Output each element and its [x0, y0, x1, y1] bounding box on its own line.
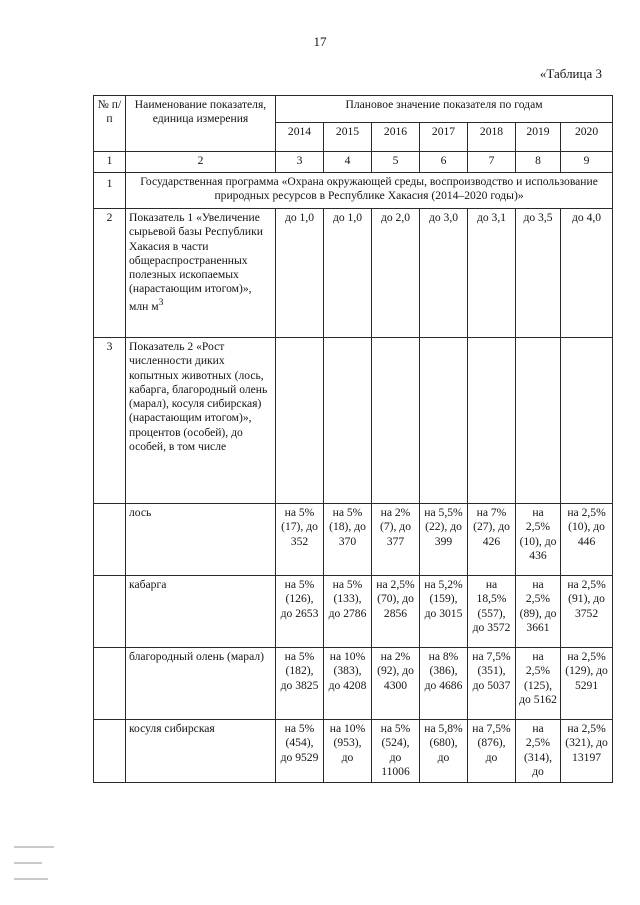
column-number: 6 [420, 152, 468, 173]
species-value: на 2,5% (321), до 13197 [561, 720, 613, 783]
page-number: 17 [313, 34, 327, 49]
species-value: на 18,5% (557), до 3572 [468, 576, 516, 648]
species-value: на 5% (524), до 11006 [372, 720, 420, 783]
header-year: 2020 [561, 123, 613, 152]
header-num: № п/п [94, 96, 126, 152]
species-name: косуля сибирская [126, 720, 276, 783]
species-value: на 7% (27), до 426 [468, 504, 516, 576]
header-year: 2019 [516, 123, 561, 152]
species-value: на 5,2% (159), до 3015 [420, 576, 468, 648]
column-number: 9 [561, 152, 613, 173]
species-value: на 5% (18), до 370 [324, 504, 372, 576]
column-number: 3 [276, 152, 324, 173]
species-row-num [94, 576, 126, 648]
column-number: 1 [94, 152, 126, 173]
species-value: на 5% (126), до 2653 [276, 576, 324, 648]
species-name: кабарга [126, 576, 276, 648]
column-numbers-row [94, 152, 613, 173]
indicator-2-row [94, 338, 613, 504]
species-value: на 10% (953), до [324, 720, 372, 783]
species-name: благородный олень (марал) [126, 648, 276, 720]
species-value: на 2,5% (129), до 5291 [561, 648, 613, 720]
indicator-2-value [516, 338, 561, 504]
indicator-1-value: до 3,0 [420, 209, 468, 338]
species-row [94, 504, 613, 576]
species-value: на 7,5% (876), до [468, 720, 516, 783]
indicator-1-value: до 4,0 [561, 209, 613, 338]
indicator-1-row [94, 209, 613, 338]
species-value: на 2,5% (10), до 446 [561, 504, 613, 576]
species-value: на 2% (7), до 377 [372, 504, 420, 576]
indicator-2-value [468, 338, 516, 504]
species-value: на 2,5% (314), до [516, 720, 561, 783]
indicator-1-value: до 3,5 [516, 209, 561, 338]
indicator-1-value: до 1,0 [276, 209, 324, 338]
header-year: 2017 [420, 123, 468, 152]
indicator-1-value: до 3,1 [468, 209, 516, 338]
indicator-2-name: Показатель 2 «Рост численности диких копытных животных (лось, кабарга, благородный олень (марал), косуля сибирская) (нарастающим итогом)», процентов (особей), до особей, в том числе [126, 338, 276, 504]
species-row [94, 576, 613, 648]
column-number: 5 [372, 152, 420, 173]
species-value: на 8% (386), до 4686 [420, 648, 468, 720]
species-value: на 10% (383), до 4208 [324, 648, 372, 720]
indicator-1-value: до 2,0 [372, 209, 420, 338]
species-value: на 5% (133), до 2786 [324, 576, 372, 648]
indicator-1-name [126, 209, 276, 338]
indicator-2-num: 3 [94, 338, 126, 504]
species-row [94, 648, 613, 720]
program-row [94, 173, 613, 209]
species-row-num [94, 648, 126, 720]
species-value: на 2,5% (125), до 5162 [516, 648, 561, 720]
species-row-num [94, 720, 126, 783]
species-value: на 5% (182), до 3825 [276, 648, 324, 720]
program-row-num: 1 [94, 173, 126, 209]
species-value: на 5% (17), до 352 [276, 504, 324, 576]
column-number: 2 [126, 152, 276, 173]
indicator-2-value [372, 338, 420, 504]
indicator-2-value [561, 338, 613, 504]
species-row-num [94, 504, 126, 576]
species-value: на 5,8% (680), до [420, 720, 468, 783]
header-row [94, 96, 613, 123]
column-number: 4 [324, 152, 372, 173]
column-number: 7 [468, 152, 516, 173]
indicator-1-value: до 1,0 [324, 209, 372, 338]
header-year: 2016 [372, 123, 420, 152]
indicators-table [93, 95, 613, 783]
species-value: на 5,5% (22), до 399 [420, 504, 468, 576]
species-value: на 7,5% (351), до 5037 [468, 648, 516, 720]
species-value: на 2,5% (70), до 2856 [372, 576, 420, 648]
indicator-2-value [420, 338, 468, 504]
indicator-2-value [276, 338, 324, 504]
scan-mark [14, 846, 54, 848]
column-number: 8 [516, 152, 561, 173]
species-rows [94, 504, 613, 783]
species-value: на 2,5% (10), до 436 [516, 504, 561, 576]
header-name: Наименование показателя, единица измерения [126, 96, 276, 152]
program-title: Государственная программа «Охрана окружающей среды, воспроизводство и использование природных ресурсов в Республике Хакасия (2014–2020 годы)» [126, 173, 613, 209]
species-row [94, 720, 613, 783]
species-name: лось [126, 504, 276, 576]
species-value: на 2,5% (91), до 3752 [561, 576, 613, 648]
indicator-1-name-text: Показатель 1 «Увеличение сырьевой базы Республики Хакасия в части общераспространенных полезных ископаемых (нарастающим итогом)», млн м [129, 211, 263, 313]
header-year: 2015 [324, 123, 372, 152]
header-year: 2014 [276, 123, 324, 152]
table-caption: «Таблица 3 [539, 66, 602, 81]
header-year: 2018 [468, 123, 516, 152]
indicator-2-value [324, 338, 372, 504]
species-value: на 2,5% (89), до 3661 [516, 576, 561, 648]
species-value: на 5% (454), до 9529 [276, 720, 324, 783]
indicator-1-unit-sup: 3 [158, 296, 164, 308]
scan-mark [14, 862, 42, 864]
header-plan: Плановое значение показателя по годам [276, 96, 613, 123]
species-value: на 2% (92), до 4300 [372, 648, 420, 720]
indicator-1-num: 2 [94, 209, 126, 338]
scan-mark [14, 878, 48, 880]
